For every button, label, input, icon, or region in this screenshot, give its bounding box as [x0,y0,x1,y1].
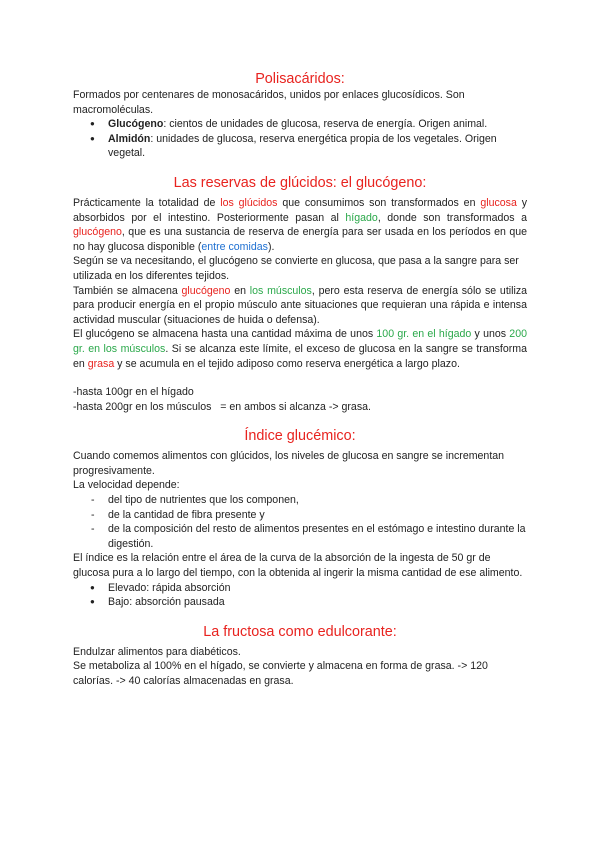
list-item [73,117,527,132]
text-span: en [230,284,250,297]
note-line: -hasta 100gr en el hígado [73,386,194,399]
bullet-list [73,581,527,610]
list-item: - del tipo de nutrientes que los componen, [73,493,527,508]
text-span: , pero esta reserva de energía sólo se utiliza para producir energía en el propio músculo ante situaciones que requieran una rápida e intensa actividad muscular (situaciones de huida o defensa). [73,284,528,326]
dash-list [73,493,527,551]
list-item [73,132,527,161]
section-title-polisacaridos: Polisacáridos: [255,71,345,87]
text-span: y se acumula en el tejido adiposo como reserva energética a largo plazo. [114,357,460,370]
text-span: y absorbidos por el intestino. Posteriormente pasan al [73,196,527,224]
list-item-text: : unidades de glucosa, reserva energética propia de los vegetales. Origen vegetal. [108,132,497,160]
paragraph [73,284,527,328]
highlight-red: glucógeno [73,226,122,239]
highlight-red: glucosa [480,196,517,209]
paragraph: Según se va necesitando, el glucógeno se convierte en glucosa, que pasa a la sangre para ser utilizada en los diferentes tejidos. [73,255,519,282]
paragraph [73,196,527,254]
highlight-green: hígado [345,211,378,224]
bullet-list [73,117,527,161]
text-span: También se almacena [73,284,182,297]
text-span: , que es una sustancia de reserva de energía para ser usada en los períodos en que no hay glucosa disponible ( [73,226,527,253]
term: Almidón [108,132,151,145]
text-span: El glucógeno se almacena hasta una cantidad máxima de unos [73,328,377,341]
note-line: -hasta 200gr en los músculos = en ambos si alcanza -> grasa. [73,400,371,413]
spacer [73,371,527,385]
highlight-red: los glúcidos [220,196,278,209]
highlight-blue: entre comidas [201,240,268,253]
text-span: que consumimos son transformados en [277,196,481,209]
list-item: ● Bajo: absorción pausada [73,595,527,610]
paragraph: La velocidad depende: [73,479,180,492]
list-item-text: : cientos de unidades de glucosa, reserva de energía. Origen animal. [163,118,488,131]
section-title-reservas: Las reservas de glúcidos: el glucógeno: [173,174,427,191]
highlight-green: 100 gr. en el hígado [376,328,472,341]
list-item: ● Elevado: rápida absorción [73,581,527,596]
text-span: . Si se alcanza este límite, el exceso de glucosa en la sangre se transforma en [73,342,527,370]
highlight-green: 200 gr. en los músculos [73,328,527,355]
highlight-red: glucógeno [181,284,231,297]
section-title-fructosa: La fructosa como edulcorante: [203,623,397,640]
text-span: y unos [471,328,510,341]
list-item: - de la cantidad de fibra presente y [73,508,527,523]
paragraph: Endulzar alimentos para diabéticos. [73,645,241,658]
highlight-red: grasa [87,357,115,370]
paragraph: Se metaboliza al 100% en el hígado, se convierte y almacena en forma de grasa. -> 120 calorías. -> 40 calorías almacenadas en grasa. [73,660,488,687]
text-span: ). [267,240,275,253]
paragraph: Cuando comemos alimentos con glúcidos, los niveles de glucosa en sangre se incrementan progresivamente. [73,450,505,477]
section-title-indice-glucemico: Índice glucémico: [244,428,356,445]
paragraph: Formados por centenares de monosacáridos, unidos por enlaces glucosídicos. Son macromoléculas. [73,89,465,116]
paragraph [73,327,527,371]
document-content [73,70,527,689]
term: Glucógeno [108,118,164,131]
paragraph: El índice es la relación entre el área de la curva de la absorción de la ingesta de 50 gr de glucosa pura a lo largo del tiempo, con la obtenida al ingerir la misma cantidad de ese alimento. [73,552,523,580]
highlight-green: los músculos [249,284,312,297]
list-item: - de la composición del resto de alimentos presentes en el estómago e intestino durante la digestión. [73,522,527,551]
text-span: , donde son transformados a [377,211,527,224]
text-span: Prácticamente la totalidad de [73,196,221,209]
